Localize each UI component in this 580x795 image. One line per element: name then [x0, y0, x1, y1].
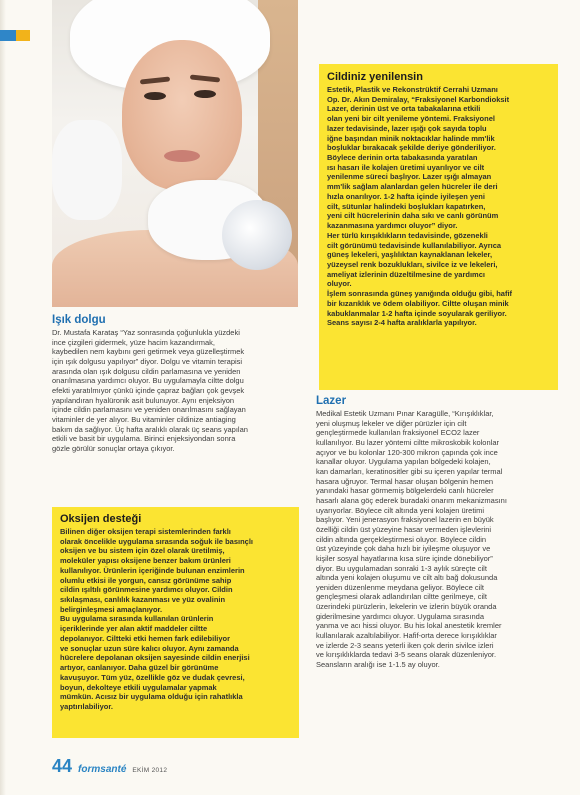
text-line: boyun, dekolteye etkili uygulamalar yapmak	[60, 682, 217, 692]
text-line: cilt, sütunlar halindeki boşlukları kapatırken,	[327, 201, 486, 211]
page-footer	[52, 757, 167, 775]
text-line: oluyor.	[327, 279, 352, 289]
text-line: yenilenme süreci başlıyor. Lazer ışığı almayan	[327, 172, 492, 182]
text-line: ameliyat izlerinin düzeltilmesine de yardımcı	[327, 269, 485, 279]
text-line: depolanıyor. Ciltteki etki hemen fark edilebiliyor	[60, 633, 231, 643]
text-line: Bilinen diğer oksijen terapi sistemlerinden farklı	[60, 527, 231, 536]
text-line: başlıyor. Yeni jenerasyon fraksiyonel lazerin en büyük	[316, 515, 494, 525]
text-line: Lazer, derinin üst ve orta tabakalarına etkili	[327, 104, 481, 114]
text-line: Dr. Mustafa Karataş “Yaz sonrasında çoğunlukla yüzdeki	[52, 328, 240, 337]
color-tab-yellow	[16, 30, 30, 41]
article-photo	[52, 0, 298, 307]
text-line: yapılandıran hyalüronik asit bulunuyor. Aynı enjeksiyon	[52, 395, 235, 405]
cildiniz-yenilensin-title: Cildiniz yenilensin	[327, 71, 423, 83]
text-line: içeriklerinde yer alan aktif maddeler ciltte	[60, 624, 208, 634]
text-line: ince çizgileri gidermek, yüze hacim kazandırmak,	[52, 337, 215, 347]
text-line: yüzeysel renk bozuklukları, sivilce iz ve lekeleri,	[327, 259, 498, 269]
text-line: efekti yaratılmıyor çünkü içinde çapraz bağları çok gevşek	[52, 385, 245, 395]
text-line: bir kızarıklık ve ödem olabiliyor. Ciltte oluşan minik	[327, 298, 509, 308]
magazine-logo: formsanté	[78, 764, 127, 775]
text-line: Her türlü kırışıklıkların tedavisinde, gözenekli	[327, 230, 488, 240]
text-line: kişiler sosyal hayatlarına kısa süre içinde dönebiliyor”	[316, 553, 493, 563]
isik-dolgu-section	[52, 313, 302, 454]
text-line: kullanılarak azaltılabiliyor. Hafif-orta derece kırışıklıklar	[316, 631, 497, 641]
text-line: hasara uğruyor. Termal hasar oluşan bölgenin hemen	[316, 476, 494, 486]
text-line: gözle görülür sonuçlar ortaya çıkıyor.	[52, 443, 175, 453]
text-line: içinde cildin parlamasını ve yeniden onarılmasını sağlayan	[52, 405, 246, 415]
text-line: Bu uygulama sırasında kullanılan ürünlerin	[60, 614, 214, 624]
lazer-body	[316, 409, 562, 670]
lazer-title: Lazer	[316, 395, 347, 407]
text-line: uyarıyorlar. Böylece cilt altında yeni kolajen üretimi	[316, 505, 484, 515]
isik-dolgu-title: Işık dolgu	[52, 314, 106, 326]
text-line: yeni oluşmuş lekeler ve diğer pürüzler için cilt	[316, 418, 467, 428]
text-line: Op. Dr. Akın Demiralay, “Fraksiyonel Karbondioksit	[327, 94, 510, 104]
isik-dolgu-body	[52, 328, 302, 454]
text-line: olumlu etkisi ile yorgun, cansız görünüme sahip	[60, 575, 232, 585]
text-line: üst yüzeyinde çok daha hızlı bir iyileşme oluşuyor ve	[316, 544, 491, 554]
oksijen-destegi-body	[60, 527, 293, 712]
text-line: gençleştirmede kullanılan fraksiyonel ECO2 lazer	[316, 428, 480, 438]
text-line: Seansların aralığı ise 1-1.5 ay oluyor.	[316, 660, 440, 670]
text-line: kavuşuyor. Tüm yüz, özellikle göz ve dudak çevresi,	[60, 672, 245, 682]
text-line: güneş lekeleri, yaşlılıktan kaynaklanan lekeler,	[327, 250, 493, 260]
text-line: cilt görünümü tedavisinde kullanılabiliyor. Ayrıca	[327, 240, 502, 250]
text-line: iğne başından minik noktacıklar halinde mm'lik	[327, 133, 495, 143]
text-line: cildin altında gerçekleştirmesi oluyor. Böylece cildin	[316, 534, 487, 544]
text-line: İşlem sonrasında güneş yanığında olduğu gibi, hafif	[327, 289, 513, 299]
text-line: ve sonuçlar uzun süre kalıcı oluyor. Aynı zamanda	[60, 643, 239, 653]
text-line: yaptırılabiliyor.	[60, 701, 113, 711]
text-line: açıyor ve bu kolonlar 120-300 mikron çapında çok ince	[316, 447, 498, 457]
text-line: hızla onarılıyor. 1-2 hafta içinde iyileşen yeni	[327, 191, 485, 201]
text-line: cildin ışıltılı görünmesine yardımcı oluyor. Cildin	[60, 585, 233, 595]
text-line: artıyor, canlanıyor. Daha güzel bir görünüme	[60, 663, 219, 673]
text-line: Böylece derinin orta tabakasında yaratılan	[327, 153, 478, 163]
text-line: giderilmesine yardımcı oluyor. Uygulama sırasında	[316, 611, 484, 621]
text-line: ve kırışıklıklarda tedavi 3-5 seans olarak düzenleniyor.	[316, 650, 497, 660]
lazer-section	[316, 394, 562, 670]
text-line: sıkılaşması, canlılık kazanması ve yüz ovalinin	[60, 595, 226, 605]
text-line: hasarlı alana göç ederek buradaki onarım mekanizmasını	[316, 495, 507, 505]
text-line: arasında olan ışık dolgusu cildin parlamasına ve yeniden	[52, 366, 241, 376]
text-line: Medikal Estetik Uzmanı Pınar Karagülle, “Kırışıklıklar,	[316, 409, 494, 418]
text-line: kullanılıyor. Ürünlerin içeriğinde bulunan enzimlerin	[60, 565, 245, 575]
text-line: yeniden düzenlenme meydana geliyor. Böylece cilt	[316, 582, 485, 592]
text-line: lazer tedavisinde, lazer ışığı çok sayıda toplu	[327, 123, 487, 133]
text-line: oksijen ve bu sistem için özel olarak üretilmiş,	[60, 546, 225, 556]
text-line: Seans sayısı 2-4 hafta aralıklarla yapılıyor.	[327, 318, 477, 328]
cildiniz-yenilensin-body	[327, 85, 552, 328]
text-line: ısı hasarı ile kolajen üretimi uyarılıyor ve cilt	[327, 162, 485, 172]
text-line: kanallar oluyor. Uygulama yapılan bölgedeki kolajen,	[316, 457, 491, 467]
text-line: olan yeni bir cilt yenileme yöntemi. Fraksiyonel	[327, 114, 495, 124]
oksijen-destegi-title: Oksijen desteği	[60, 513, 142, 525]
text-line: altında yeni kolajen oluşumu ve cilt altı bağ dokusunda	[316, 573, 498, 583]
text-line: yanındaki hasar görmemiş bölgelerdeki canlı hücreler	[316, 486, 494, 496]
text-line: kabuklanmalar 1-2 hafta içinde soyularak geriliyor.	[327, 308, 507, 318]
cildiniz-yenilensin-box	[319, 64, 558, 390]
text-line: Estetik, Plastik ve Rekonstrüktif Cerrahi Uzmanı	[327, 85, 498, 94]
text-line: etkili ve basit bir uygulama. Birinci enjeksiyondan sonra	[52, 434, 236, 444]
text-line: olarak öncelikle uygulama sırasında soğuk ile basınçlı	[60, 536, 253, 546]
text-line: kan damarları, keratinositler gibi su içeren yapılar termal	[316, 466, 503, 476]
text-line: vitaminler de yer alıyor. Bu vitaminler cildinize antiaging	[52, 414, 236, 424]
text-line: gençleşmesi olarak adlandırılan ciltte gerilmeye, cilt	[316, 592, 487, 602]
issue-date: EKİM 2012	[132, 767, 168, 774]
text-line: üzerindeki pürüzlerin, lekelerin ve izlerin büyük oranda	[316, 602, 497, 612]
text-line: onarılmasına yardımcı oluyor. Bu uygulamayla ciltte dolgu	[52, 376, 244, 386]
text-line: moleküler yapısı oksijene benzer bakım ürünleri	[60, 556, 231, 566]
text-line: hücrelere depolanan oksijen sayesinde cildin enerjisi	[60, 653, 250, 663]
text-line: diyor. Bu uygulamadan sonraki 1-3 aylık süreçte cilt	[316, 563, 487, 573]
text-line: özelliği cildin üst yüzeyine hasar vermeden işlevlerini	[316, 524, 492, 534]
text-line: kullanılıyor. Bu lazer yöntemi ciltte mikroskobik kolonlar	[316, 437, 499, 447]
text-line: yanma ve acı hissi oluyor. Bu his lokal anestetik kremler	[316, 621, 502, 631]
text-line: belirginleşmesi amaçlanıyor.	[60, 604, 163, 614]
text-line: için ışık dolgusu yapılıyor” diyor. Dolgu ve vitamin terapisi	[52, 356, 243, 366]
text-line: mümkün. Acısız bir uygulama olduğu için rahatlıkla	[60, 692, 243, 702]
text-line: ve izlerde 2-3 seans yeterli iken çok derin sivilce izleri	[316, 640, 494, 650]
text-line: yeni cilt hücrelerinin daha sıkı ve canlı görünüm	[327, 211, 499, 221]
text-line: mm'lik sağlam alanlardan gelen hücreler ile deri	[327, 182, 498, 192]
text-line: bakım da sağlıyor. Üç hafta aralıklı olarak üç seans yapılan	[52, 424, 248, 434]
page-gutter	[0, 0, 6, 795]
text-line: kazanmasına yardımcı oluyor” diyor.	[327, 221, 458, 231]
page-number: 44	[52, 756, 73, 776]
color-tab-blue	[0, 30, 16, 41]
text-line: kaybedilen nem kaybını geri getirmek veya güzelleştirmek	[52, 347, 245, 357]
text-line: boşluklar bırakacak şekilde deriye gönderiliyor.	[327, 143, 496, 153]
oksijen-destegi-box	[52, 507, 299, 738]
